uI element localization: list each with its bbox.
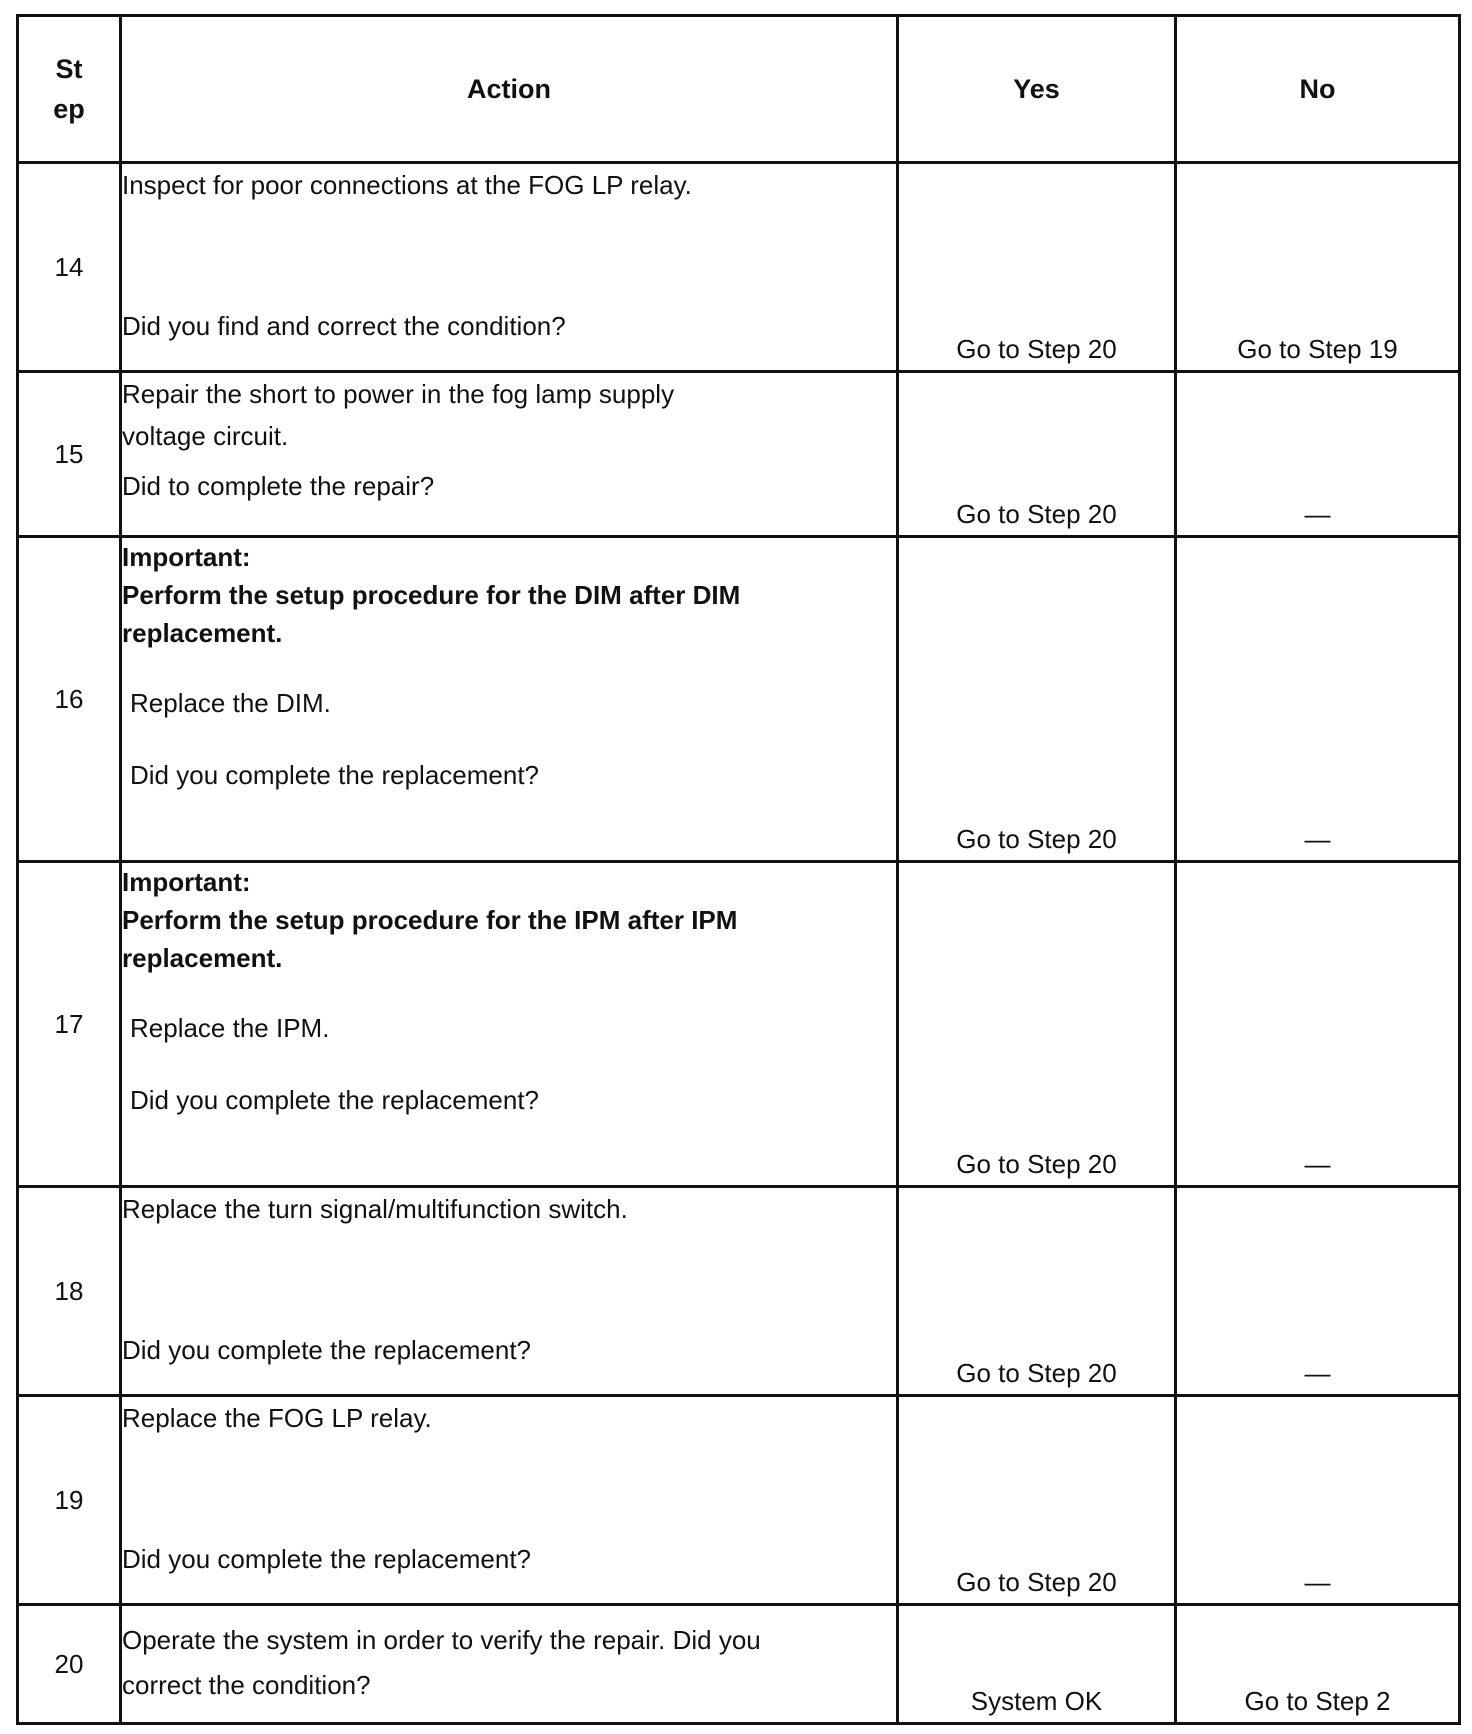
header-no: No xyxy=(1176,16,1460,163)
important-label: Important: xyxy=(122,867,251,897)
table-row xyxy=(18,372,1460,537)
table-row xyxy=(18,537,1460,862)
no-cell: — xyxy=(1176,1396,1460,1605)
header-action: Action xyxy=(121,16,898,163)
important-note: replacement. xyxy=(122,618,283,648)
step-number: 20 xyxy=(18,1605,121,1724)
action-text: Replace the FOG LP relay. xyxy=(122,1403,432,1433)
yes-cell: Go to Step 20 xyxy=(898,537,1176,862)
no-cell: — xyxy=(1176,537,1460,862)
action-cell xyxy=(121,1187,898,1396)
step-number: 14 xyxy=(18,163,121,372)
step-number: 18 xyxy=(18,1187,121,1396)
table-row xyxy=(18,862,1460,1187)
no-cell: Go to Step 19 xyxy=(1176,163,1460,372)
step-number: 19 xyxy=(18,1396,121,1605)
no-cell: — xyxy=(1176,1187,1460,1396)
table-row xyxy=(18,1605,1460,1724)
header-step xyxy=(18,16,121,163)
action-cell xyxy=(121,862,898,1187)
action-cell xyxy=(121,1396,898,1605)
action-question: Did you complete the replacement? xyxy=(122,1544,532,1574)
yes-cell: Go to Step 20 xyxy=(898,862,1176,1187)
action-question: Did you complete the replacement? xyxy=(122,1335,532,1365)
step-number: 16 xyxy=(18,537,121,862)
action-cell xyxy=(121,163,898,372)
yes-cell: Go to Step 20 xyxy=(898,1187,1176,1396)
table-row xyxy=(18,1396,1460,1605)
action-question: Did you find and correct the condition? xyxy=(122,311,566,341)
action-text: voltage circuit. xyxy=(122,421,289,451)
no-cell: — xyxy=(1176,862,1460,1187)
yes-cell: Go to Step 20 xyxy=(898,1396,1176,1605)
important-label: Important: xyxy=(122,542,251,572)
no-cell: Go to Step 2 xyxy=(1176,1605,1460,1724)
yes-cell: Go to Step 20 xyxy=(898,372,1176,537)
header-row xyxy=(18,16,1460,163)
action-question: Did you complete the replacement? xyxy=(130,1085,540,1115)
important-note: Perform the setup procedure for the DIM after DIM xyxy=(122,580,741,610)
action-text: Replace the DIM. xyxy=(130,688,331,718)
action-question: Did to complete the repair? xyxy=(122,471,435,501)
header-step-line1: St xyxy=(55,54,83,84)
yes-cell: System OK xyxy=(898,1605,1176,1724)
action-text: Replace the IPM. xyxy=(130,1013,330,1043)
step-number: 15 xyxy=(18,372,121,537)
action-text: Operate the system in order to verify the repair. Did you xyxy=(122,1625,761,1655)
diagnostic-table xyxy=(16,14,1461,1725)
header-step-line2: ep xyxy=(53,94,85,124)
important-note: Perform the setup procedure for the IPM after IPM xyxy=(122,905,738,935)
action-cell xyxy=(121,537,898,862)
action-text: Inspect for poor connections at the FOG LP relay. xyxy=(122,170,692,200)
step-number: 17 xyxy=(18,862,121,1187)
action-cell xyxy=(121,372,898,537)
action-question: correct the condition? xyxy=(122,1670,371,1700)
yes-cell: Go to Step 20 xyxy=(898,163,1176,372)
table-row xyxy=(18,163,1460,372)
action-cell xyxy=(121,1605,898,1724)
action-text: Repair the short to power in the fog lamp supply xyxy=(122,379,675,409)
important-note: replacement. xyxy=(122,943,283,973)
header-yes: Yes xyxy=(898,16,1176,163)
table-row xyxy=(18,1187,1460,1396)
action-question: Did you complete the replacement? xyxy=(130,760,540,790)
no-cell: — xyxy=(1176,372,1460,537)
action-text: Replace the turn signal/multifunction switch. xyxy=(122,1194,628,1224)
